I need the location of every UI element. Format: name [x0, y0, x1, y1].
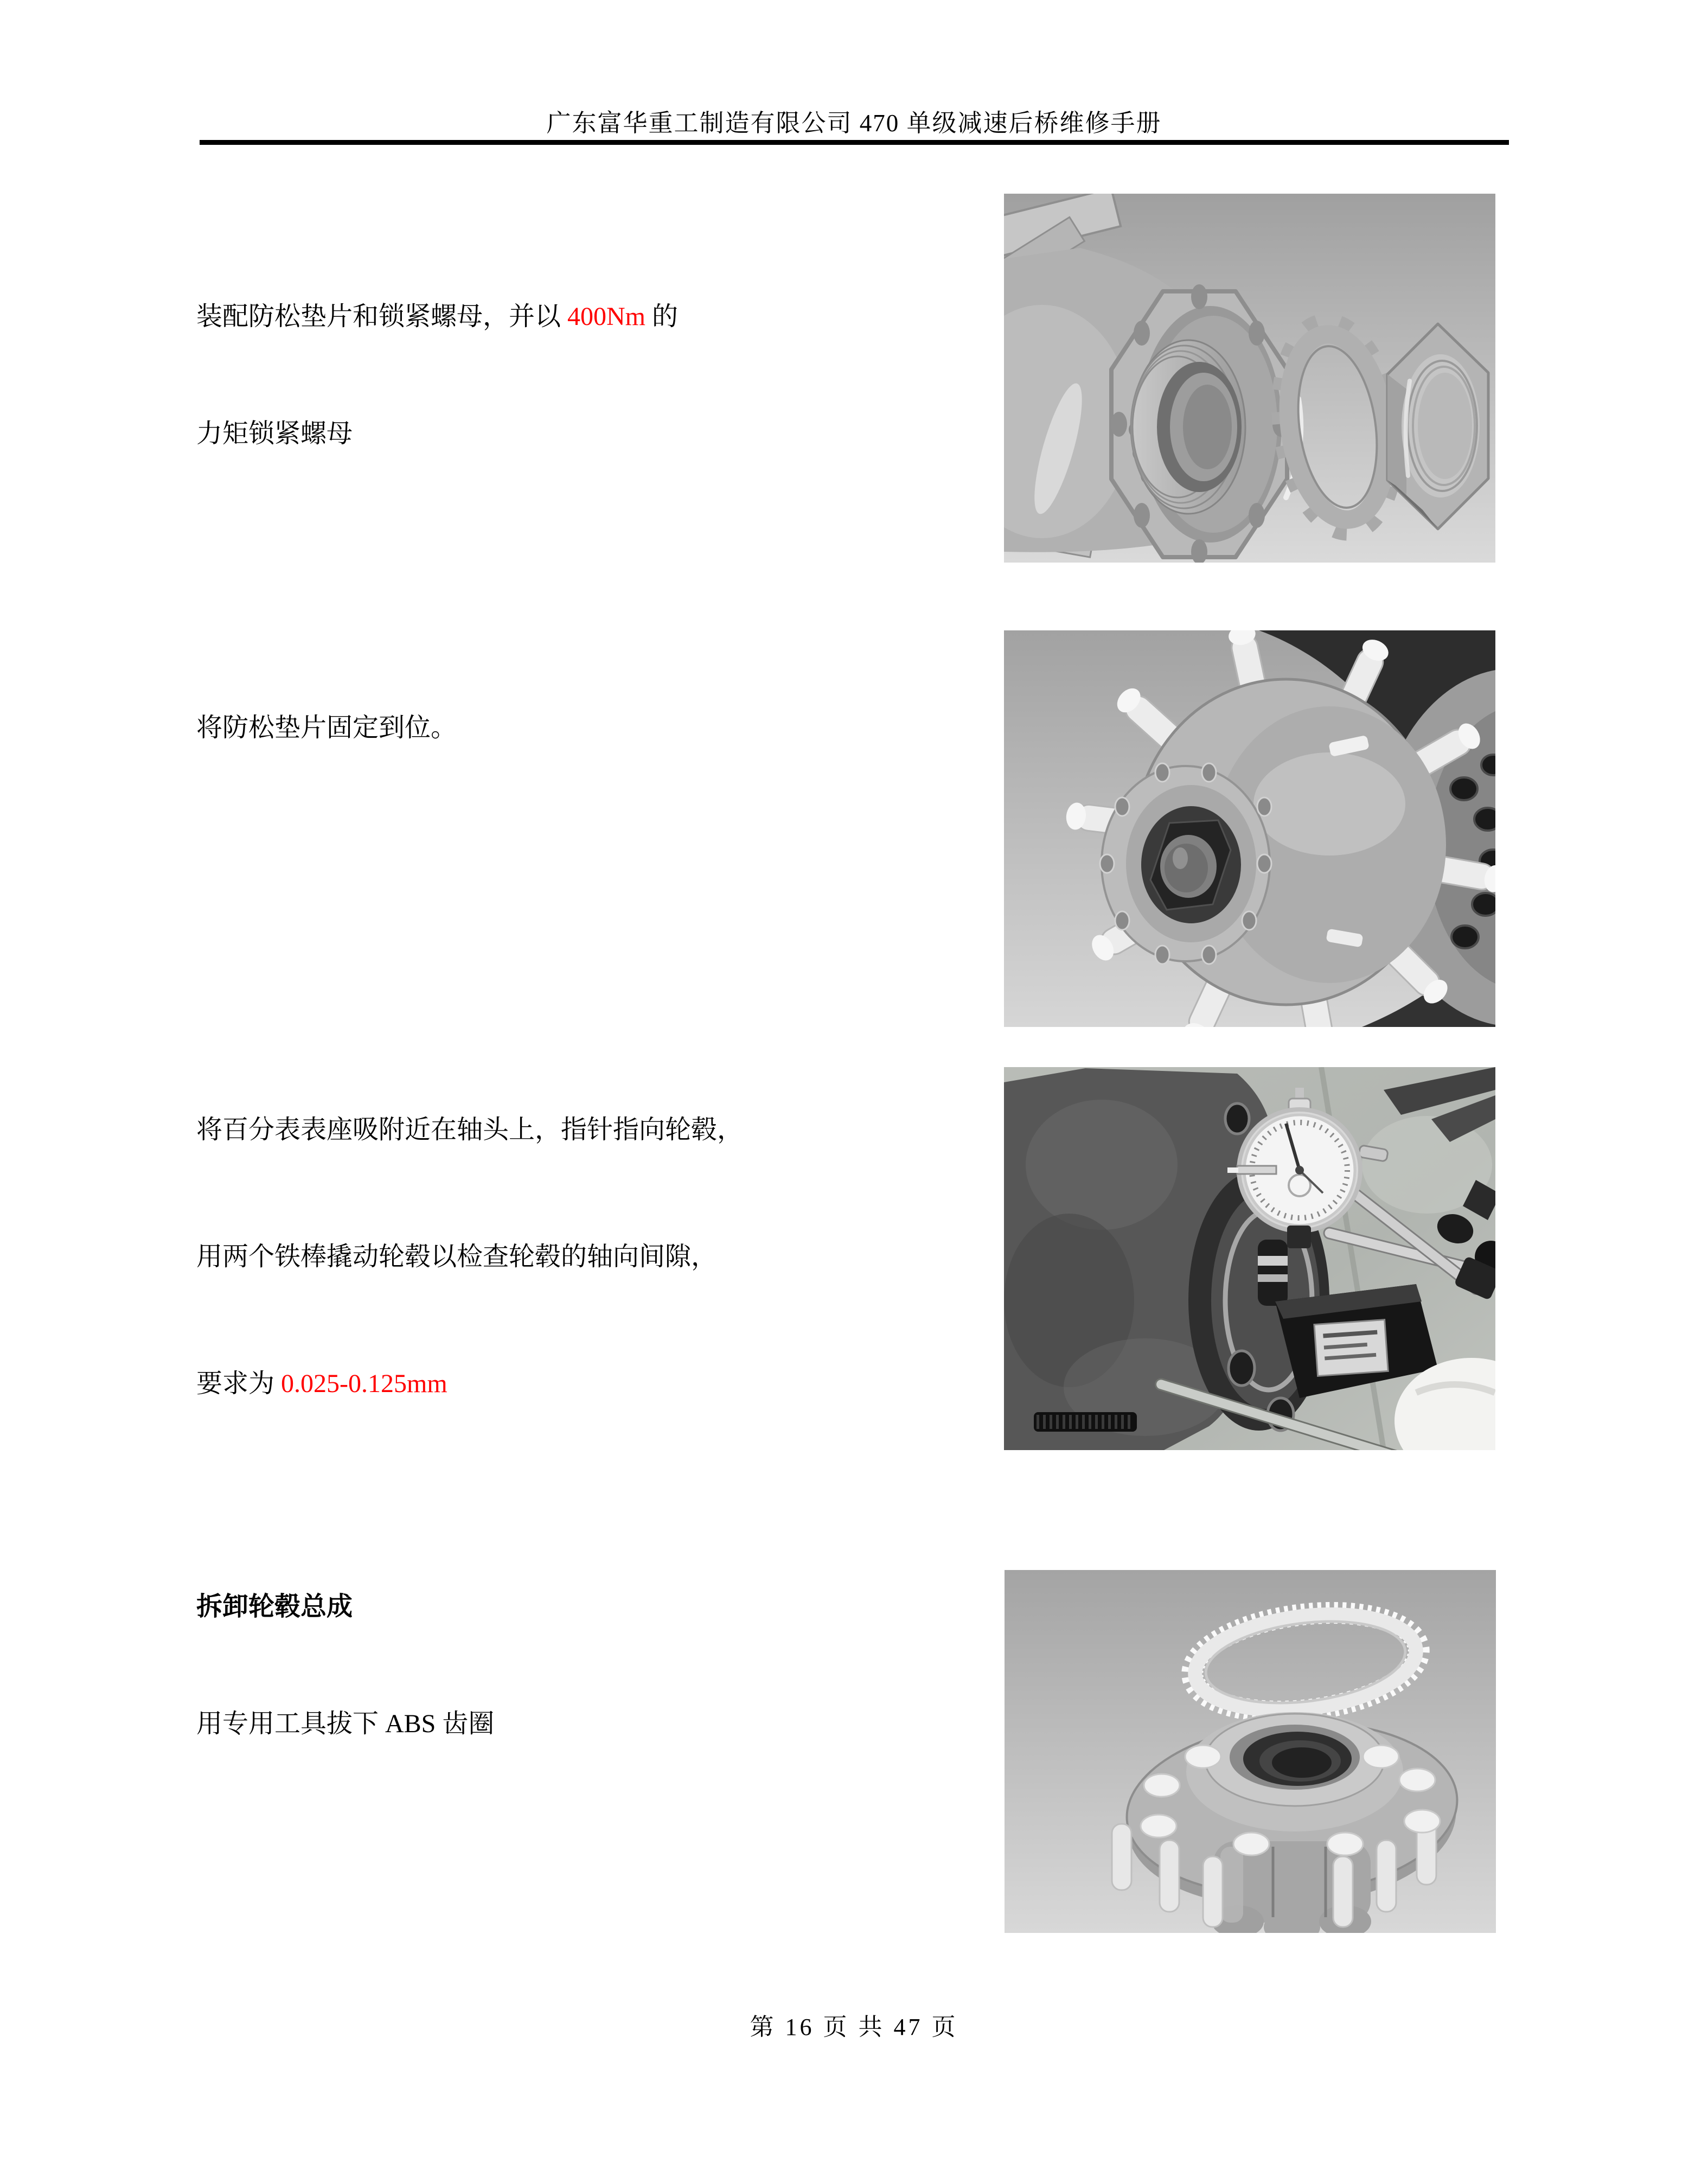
text-line: 用两个铁棒撬动轮毂以检查轮毂的轴向间隙， [196, 1242, 718, 1271]
text-segment: 装配防松垫片和锁紧螺母，并以 [196, 302, 568, 331]
torque-value-highlight: 400Nm [567, 302, 646, 331]
step-text-fix-washer [196, 625, 457, 831]
page-footer: 第 16 页 共 47 页 [750, 2014, 958, 2040]
section-heading: 拆卸轮毂总成 [196, 1592, 353, 1621]
section-remove-hub [196, 1509, 494, 1822]
base-label [1314, 1320, 1388, 1376]
probe-arm [1237, 1166, 1276, 1174]
figure-hub-assembled-view [1004, 630, 1495, 1027]
step-text-check-clearance [196, 1024, 743, 1490]
clearance-value-highlight: 0.025-0.125mm [281, 1369, 447, 1398]
text-segment: 的 [645, 302, 679, 331]
page-header-title: 广东富华重工制造有限公司 470 单级减速后桥维修手册 [546, 110, 1162, 137]
text-segment: 要求为 [196, 1369, 282, 1398]
text-line: 用专用工具拔下 ABS 齿圈 [196, 1709, 495, 1738]
text-line [196, 1363, 743, 1405]
figure-abs-ring-removal [1005, 1570, 1496, 1933]
threaded-stud [1034, 1412, 1137, 1432]
figure-dial-indicator-photo [1004, 1067, 1495, 1450]
text-line: 将百分表表座吸附近在轴头上，指针指向轮毂， [196, 1115, 744, 1144]
indicator-stem [1258, 1240, 1288, 1306]
text-line: 力矩锁紧螺母 [196, 419, 353, 448]
figure-locknut-exploded-view [1004, 194, 1495, 563]
header-rule [200, 140, 1509, 145]
text-line: 将防松垫片固定到位。 [196, 713, 457, 742]
step-text-assemble-locknut [196, 219, 678, 532]
text-line [196, 297, 678, 336]
